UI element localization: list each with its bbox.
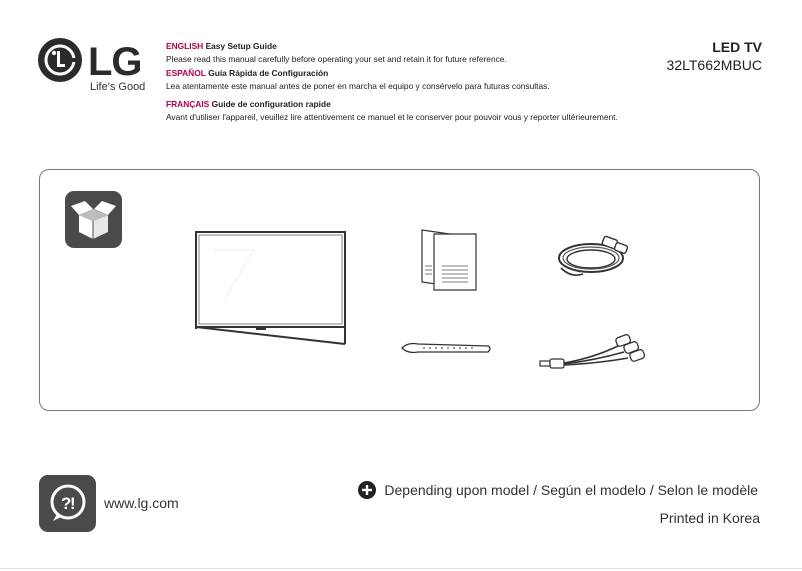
plus-circle-icon [358, 481, 376, 499]
intro-section [166, 40, 726, 124]
lang-english: ENGLISH [166, 41, 204, 51]
title-spanish: Guía Rápida de Configuración [208, 67, 329, 78]
model-note-text: Depending upon model / Según el modelo / Selon le modèle [384, 482, 758, 498]
intro-english-heading [166, 40, 726, 53]
product-info [667, 38, 762, 74]
title-french: Guide de configuration rapide [211, 98, 331, 109]
lang-spanish: ESPAÑOL [166, 67, 206, 78]
lg-face-icon [38, 38, 82, 82]
cable-holder-image [398, 338, 494, 358]
lg-logo [38, 38, 153, 98]
owner-manual-image [420, 228, 478, 292]
printed-in: Printed in Korea [659, 510, 760, 526]
svg-text:!: ! [70, 494, 76, 513]
website-link[interactable]: www.lg.com [104, 495, 179, 511]
product-model: 32LT662MBUC [666, 57, 762, 73]
package-contents-box [39, 169, 760, 411]
open-box-icon [65, 191, 122, 248]
bottom-divider [0, 568, 802, 569]
intro-french-heading [166, 98, 726, 111]
av-cable-image [538, 330, 650, 374]
text-spanish: Lea atentamente este manual antes de poner en marcha el equipo y consérvelo para futuras consultas. [166, 81, 550, 92]
tv-set-image [194, 230, 348, 348]
model-note [358, 481, 758, 499]
product-type: LED TV [712, 39, 762, 55]
help-icon [39, 475, 96, 532]
text-english: Please read this manual carefully before operating your set and retain it for future reference. [166, 54, 507, 65]
power-cord-image [553, 232, 635, 280]
intro-spanish-heading [166, 67, 726, 80]
lang-french: FRANÇAIS [166, 98, 210, 109]
svg-text:?: ? [61, 494, 72, 513]
brand-name: LG [88, 40, 142, 84]
brand-tagline: Life's Good [90, 81, 146, 93]
title-english: Easy Setup Guide [205, 41, 277, 51]
text-french: Avant d'utiliser l'appareil, veuillez lire attentivement ce manuel et le conserver pour pouvoir vous y reporter ultérieurement. [166, 112, 618, 123]
